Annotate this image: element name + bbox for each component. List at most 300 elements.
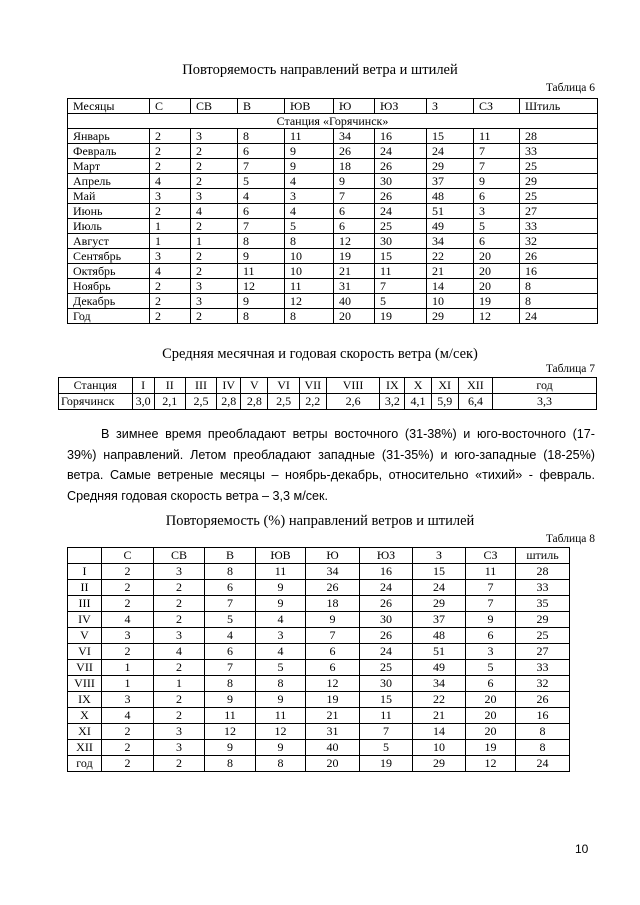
table6-cell: 12 — [334, 234, 375, 249]
table7-header-cell: V — [241, 378, 268, 394]
table6-header-cell: СЗ — [474, 99, 520, 114]
table8-cell: 25 — [516, 628, 570, 644]
table8-cell: 11 — [360, 708, 413, 724]
table8-row-label: IV — [68, 612, 102, 628]
table8-header-cell — [68, 548, 102, 564]
table6-cell: 33 — [520, 144, 598, 159]
table6-row-label: Март — [68, 159, 150, 174]
table8-cell: 7 — [360, 724, 413, 740]
table6-cell: 2 — [150, 204, 191, 219]
table6-cell: 8 — [238, 234, 285, 249]
table8-cell: 12 — [466, 756, 516, 772]
table8-cell: 30 — [360, 612, 413, 628]
table8-cell: 3 — [154, 724, 205, 740]
table6-cell: 2 — [150, 309, 191, 324]
table6-cell: 26 — [375, 159, 427, 174]
table6-row-label: Май — [68, 189, 150, 204]
table6-cell: 8 — [238, 129, 285, 144]
table8-row — [68, 692, 570, 708]
table6-row-label: Сентябрь — [68, 249, 150, 264]
table8-cell: 6 — [466, 628, 516, 644]
table6-row — [68, 204, 598, 219]
table7-header-cell: II — [154, 378, 185, 394]
table6-cell: 2 — [191, 159, 238, 174]
table7-cell: 3,3 — [493, 394, 597, 410]
table8-row-label: XII — [68, 740, 102, 756]
table8-cell: 1 — [102, 660, 154, 676]
table6-cell: 12 — [285, 294, 334, 309]
table7-header-cell: год — [493, 378, 597, 394]
table6-cell: 21 — [427, 264, 474, 279]
table6-cell: 9 — [285, 144, 334, 159]
table8-cell: 22 — [413, 692, 466, 708]
table6-cell: 8 — [520, 294, 598, 309]
table8-cell: 26 — [516, 692, 570, 708]
table8-cell: 7 — [466, 580, 516, 596]
table6-cell: 49 — [427, 219, 474, 234]
table8-cell: 7 — [205, 596, 256, 612]
table6-cell: 34 — [427, 234, 474, 249]
table6-row-label: Ноябрь — [68, 279, 150, 294]
table8-cell: 24 — [360, 644, 413, 660]
table6-row — [68, 219, 598, 234]
table6-cell: 2 — [191, 174, 238, 189]
table8-cell: 3 — [154, 740, 205, 756]
table6-header-cell: Штиль — [520, 99, 598, 114]
table8-cell: 5 — [360, 740, 413, 756]
page-number: 10 — [575, 842, 589, 856]
table7-header-cell: VII — [299, 378, 326, 394]
table7-cell: 2,5 — [268, 394, 299, 410]
table8-cell: 11 — [466, 564, 516, 580]
table6-cell: 3 — [285, 189, 334, 204]
table8-cell: 29 — [413, 756, 466, 772]
table7-cell: 6,4 — [458, 394, 492, 410]
table8-header-cell: ЮЗ — [360, 548, 413, 564]
table8-cell: 2 — [102, 644, 154, 660]
table6-header-cell: В — [238, 99, 285, 114]
table8-cell: 8 — [256, 676, 306, 692]
table6-row — [68, 234, 598, 249]
table6-cell: 2 — [191, 249, 238, 264]
table8-cell: 19 — [466, 740, 516, 756]
table6-cell: 26 — [375, 189, 427, 204]
table8-cell: 4 — [154, 644, 205, 660]
table6-cell: 9 — [238, 249, 285, 264]
table8-cell: 9 — [256, 692, 306, 708]
table6-cell: 40 — [334, 294, 375, 309]
table6-cell: 12 — [474, 309, 520, 324]
table8-cell: 8 — [205, 676, 256, 692]
table6-row-label: Январь — [68, 129, 150, 144]
table6-header-cell: С — [150, 99, 191, 114]
table8-row-label: VI — [68, 644, 102, 660]
table6-cell: 2 — [150, 129, 191, 144]
table6-row — [68, 174, 598, 189]
table6-cell: 30 — [375, 174, 427, 189]
table6-cell: 7 — [474, 159, 520, 174]
table8-cell: 31 — [306, 724, 360, 740]
table8-cell: 40 — [306, 740, 360, 756]
table6-cell: 7 — [474, 144, 520, 159]
table6-cell: 3 — [191, 294, 238, 309]
table8-cell: 16 — [516, 708, 570, 724]
table8-cell: 5 — [466, 660, 516, 676]
table8-cell: 9 — [205, 740, 256, 756]
table7-header-row — [59, 378, 597, 394]
table8-cell: 9 — [466, 612, 516, 628]
table8-cell: 4 — [256, 644, 306, 660]
table8-cell: 33 — [516, 580, 570, 596]
table8-cell: 10 — [413, 740, 466, 756]
table6-cell: 3 — [150, 189, 191, 204]
table6-cell: 37 — [427, 174, 474, 189]
table8-cell: 2 — [154, 580, 205, 596]
table6-cell: 8 — [238, 309, 285, 324]
table8-row — [68, 564, 570, 580]
table8-row — [68, 580, 570, 596]
table7-header-cell: I — [132, 378, 154, 394]
table6-cell: 3 — [150, 249, 191, 264]
table8-cell: 21 — [306, 708, 360, 724]
table8-cell: 2 — [102, 756, 154, 772]
table6-row — [68, 159, 598, 174]
table6-cell: 9 — [474, 174, 520, 189]
table8-row — [68, 644, 570, 660]
table6-row-label: Июнь — [68, 204, 150, 219]
table8-cell: 2 — [154, 612, 205, 628]
table6-cell: 2 — [191, 264, 238, 279]
table6-row-label: Февраль — [68, 144, 150, 159]
table8-cell: 7 — [306, 628, 360, 644]
table8-row-label: III — [68, 596, 102, 612]
table8-cell: 15 — [413, 564, 466, 580]
table6-cell: 30 — [375, 234, 427, 249]
table6-cell: 15 — [375, 249, 427, 264]
table6-cell: 3 — [191, 189, 238, 204]
station-name: Станция «Горячинск» — [68, 114, 598, 129]
table6-cell: 2 — [191, 219, 238, 234]
table6-cell: 11 — [238, 264, 285, 279]
table6-cell: 1 — [150, 234, 191, 249]
table7-cell: 2,5 — [185, 394, 216, 410]
table6-cell: 20 — [474, 264, 520, 279]
table8-cell: 28 — [516, 564, 570, 580]
table8-row — [68, 660, 570, 676]
table8-cell: 35 — [516, 596, 570, 612]
table7-header-cell: VIII — [326, 378, 379, 394]
table8-cell: 26 — [306, 580, 360, 596]
table6-cell: 9 — [334, 174, 375, 189]
table8-header-cell: ЮВ — [256, 548, 306, 564]
table6-row-label: Год — [68, 309, 150, 324]
table8-cell: 20 — [306, 756, 360, 772]
table8-cell: 20 — [466, 692, 516, 708]
table8 — [67, 547, 570, 772]
table8-cell: 21 — [413, 708, 466, 724]
table6-cell: 3 — [191, 129, 238, 144]
table7-header-cell: Станция — [59, 378, 133, 394]
table8-cell: 11 — [256, 708, 306, 724]
table6-cell: 25 — [520, 189, 598, 204]
table8-cell: 2 — [154, 692, 205, 708]
table8-cell: 27 — [516, 644, 570, 660]
table6-row — [68, 309, 598, 324]
table8-cell: 4 — [205, 628, 256, 644]
table6-header-cell: Ю — [334, 99, 375, 114]
table7-header-cell: X — [405, 378, 431, 394]
table8-cell: 2 — [102, 724, 154, 740]
table6 — [67, 98, 598, 324]
table8-cell: 20 — [466, 724, 516, 740]
table8-cell: 3 — [466, 644, 516, 660]
table6-cell: 20 — [474, 279, 520, 294]
table8-row — [68, 708, 570, 724]
table6-cell: 2 — [150, 144, 191, 159]
table8-row-label: VII — [68, 660, 102, 676]
table6-label: Таблица 6 — [545, 82, 595, 94]
table8-cell: 26 — [360, 628, 413, 644]
table6-cell: 2 — [150, 294, 191, 309]
table8-cell: 4 — [256, 612, 306, 628]
table8-cell: 12 — [306, 676, 360, 692]
table8-cell: 4 — [102, 708, 154, 724]
table6-cell: 6 — [474, 189, 520, 204]
table8-header-cell: штиль — [516, 548, 570, 564]
table8-cell: 9 — [205, 692, 256, 708]
table8-cell: 8 — [205, 756, 256, 772]
table8-row — [68, 756, 570, 772]
table6-cell: 24 — [520, 309, 598, 324]
table8-header-cell: СВ — [154, 548, 205, 564]
table6-cell: 2 — [191, 144, 238, 159]
table6-row — [68, 264, 598, 279]
table6-cell: 11 — [285, 279, 334, 294]
table8-row-label: I — [68, 564, 102, 580]
table6-cell: 24 — [375, 204, 427, 219]
table8-header-cell: З — [413, 548, 466, 564]
table7-header-cell: VI — [268, 378, 299, 394]
table8-cell: 2 — [102, 596, 154, 612]
table8-header-cell: СЗ — [466, 548, 516, 564]
table8-cell: 9 — [306, 612, 360, 628]
table8-cell: 9 — [256, 596, 306, 612]
table6-cell: 8 — [285, 234, 334, 249]
table8-cell: 25 — [360, 660, 413, 676]
table6-cell: 4 — [150, 264, 191, 279]
table6-row-label: Июль — [68, 219, 150, 234]
table8-cell: 5 — [205, 612, 256, 628]
table6-cell: 6 — [334, 204, 375, 219]
table8-cell: 9 — [256, 740, 306, 756]
table7-cell: 2,1 — [154, 394, 185, 410]
table6-cell: 16 — [375, 129, 427, 144]
table7-header-cell: IX — [380, 378, 405, 394]
table6-cell: 5 — [238, 174, 285, 189]
table6-cell: 7 — [334, 189, 375, 204]
table7-title: Средняя месячная и годовая скорость ветра (м/сек) — [162, 346, 478, 362]
table8-row — [68, 628, 570, 644]
table6-cell: 3 — [191, 279, 238, 294]
table8-row-label: год — [68, 756, 102, 772]
table8-cell: 6 — [306, 660, 360, 676]
table6-cell: 6 — [238, 144, 285, 159]
table6-cell: 19 — [375, 309, 427, 324]
table6-cell: 3 — [474, 204, 520, 219]
table6-cell: 51 — [427, 204, 474, 219]
table6-row — [68, 279, 598, 294]
table6-row — [68, 129, 598, 144]
table6-header-row — [68, 99, 598, 114]
table8-row — [68, 596, 570, 612]
table6-cell: 19 — [474, 294, 520, 309]
table8-cell: 12 — [256, 724, 306, 740]
table6-cell: 20 — [334, 309, 375, 324]
table6-header-cell: З — [427, 99, 474, 114]
table8-cell: 29 — [413, 596, 466, 612]
table8-cell: 2 — [154, 708, 205, 724]
table6-cell: 2 — [150, 159, 191, 174]
table7-label: Таблица 7 — [545, 363, 595, 375]
table8-cell: 6 — [205, 644, 256, 660]
table7-header-cell: XI — [431, 378, 458, 394]
table8-cell: 8 — [516, 740, 570, 756]
table8-cell: 1 — [102, 676, 154, 692]
table8-cell: 11 — [256, 564, 306, 580]
table6-cell: 8 — [520, 279, 598, 294]
table8-cell: 7 — [466, 596, 516, 612]
table8-cell: 5 — [256, 660, 306, 676]
table6-cell: 29 — [520, 174, 598, 189]
table8-row — [68, 740, 570, 756]
table6-cell: 28 — [520, 129, 598, 144]
table8-cell: 2 — [102, 564, 154, 580]
table6-header-cell: ЮЗ — [375, 99, 427, 114]
table6-title: Повторяемость направлений ветра и штилей — [182, 62, 458, 78]
table8-cell: 24 — [413, 580, 466, 596]
table8-cell: 19 — [360, 756, 413, 772]
table8-cell: 49 — [413, 660, 466, 676]
table8-cell: 30 — [360, 676, 413, 692]
table6-cell: 1 — [150, 219, 191, 234]
table6-row-label: Декабрь — [68, 294, 150, 309]
table7-cell: 2,8 — [217, 394, 241, 410]
table8-row — [68, 676, 570, 692]
table6-cell: 29 — [427, 309, 474, 324]
table6-cell: 10 — [285, 264, 334, 279]
table8-header-row — [68, 548, 570, 564]
table7-header-cell: XII — [458, 378, 492, 394]
table6-cell: 6 — [334, 219, 375, 234]
table6-cell: 22 — [427, 249, 474, 264]
table6-cell: 32 — [520, 234, 598, 249]
table6-cell: 4 — [191, 204, 238, 219]
table6-cell: 25 — [375, 219, 427, 234]
table6-cell: 10 — [285, 249, 334, 264]
table6-cell: 8 — [285, 309, 334, 324]
table6-row — [68, 189, 598, 204]
table8-cell: 32 — [516, 676, 570, 692]
table8-row — [68, 724, 570, 740]
table8-row — [68, 612, 570, 628]
table7-cell: 4,1 — [405, 394, 431, 410]
table6-row-label: Август — [68, 234, 150, 249]
table6-cell: 16 — [520, 264, 598, 279]
table6-cell: 6 — [238, 204, 285, 219]
table6-cell: 48 — [427, 189, 474, 204]
table8-cell: 6 — [466, 676, 516, 692]
table6-header-cell: ЮВ — [285, 99, 334, 114]
table7-row-label: Горячинск — [59, 394, 133, 410]
table6-cell: 11 — [474, 129, 520, 144]
table6-cell: 27 — [520, 204, 598, 219]
table6-cell: 5 — [474, 219, 520, 234]
table8-cell: 24 — [360, 580, 413, 596]
table6-row — [68, 144, 598, 159]
table8-row-label: II — [68, 580, 102, 596]
table6-cell: 24 — [427, 144, 474, 159]
table6-row — [68, 249, 598, 264]
table6-cell: 2 — [191, 309, 238, 324]
table6-cell: 19 — [334, 249, 375, 264]
table8-cell: 7 — [205, 660, 256, 676]
table6-cell: 5 — [285, 219, 334, 234]
table6-cell: 18 — [334, 159, 375, 174]
table7-cell: 2,6 — [326, 394, 379, 410]
table8-cell: 8 — [205, 564, 256, 580]
table6-cell: 5 — [375, 294, 427, 309]
table8-cell: 3 — [256, 628, 306, 644]
table8-cell: 26 — [360, 596, 413, 612]
table6-row-label: Октябрь — [68, 264, 150, 279]
table8-cell: 12 — [205, 724, 256, 740]
table8-cell: 2 — [102, 580, 154, 596]
table8-row-label: VIII — [68, 676, 102, 692]
table8-cell: 6 — [205, 580, 256, 596]
table6-cell: 25 — [520, 159, 598, 174]
table8-row-label: XI — [68, 724, 102, 740]
table6-cell: 12 — [238, 279, 285, 294]
table6-station-row — [68, 114, 598, 129]
table8-cell: 15 — [360, 692, 413, 708]
table8-cell: 34 — [306, 564, 360, 580]
table8-cell: 4 — [102, 612, 154, 628]
table8-cell: 34 — [413, 676, 466, 692]
table8-cell: 33 — [516, 660, 570, 676]
table6-cell: 21 — [334, 264, 375, 279]
table7-header-cell: III — [185, 378, 216, 394]
table6-row — [68, 294, 598, 309]
table8-cell: 14 — [413, 724, 466, 740]
table6-cell: 4 — [285, 174, 334, 189]
table8-cell: 18 — [306, 596, 360, 612]
table8-cell: 3 — [154, 628, 205, 644]
table6-row-label: Апрель — [68, 174, 150, 189]
table6-header-cell: СВ — [191, 99, 238, 114]
table8-cell: 6 — [306, 644, 360, 660]
table6-cell: 4 — [150, 174, 191, 189]
table8-cell: 8 — [256, 756, 306, 772]
table8-cell: 8 — [516, 724, 570, 740]
table6-cell: 7 — [238, 219, 285, 234]
table8-cell: 19 — [306, 692, 360, 708]
table8-row-label: IX — [68, 692, 102, 708]
table8-title: Повторяемость (%) направлений ветров и штилей — [165, 513, 475, 529]
table8-label: Таблица 8 — [545, 533, 595, 545]
table6-cell: 7 — [375, 279, 427, 294]
table6-cell: 26 — [520, 249, 598, 264]
table8-cell: 2 — [102, 740, 154, 756]
